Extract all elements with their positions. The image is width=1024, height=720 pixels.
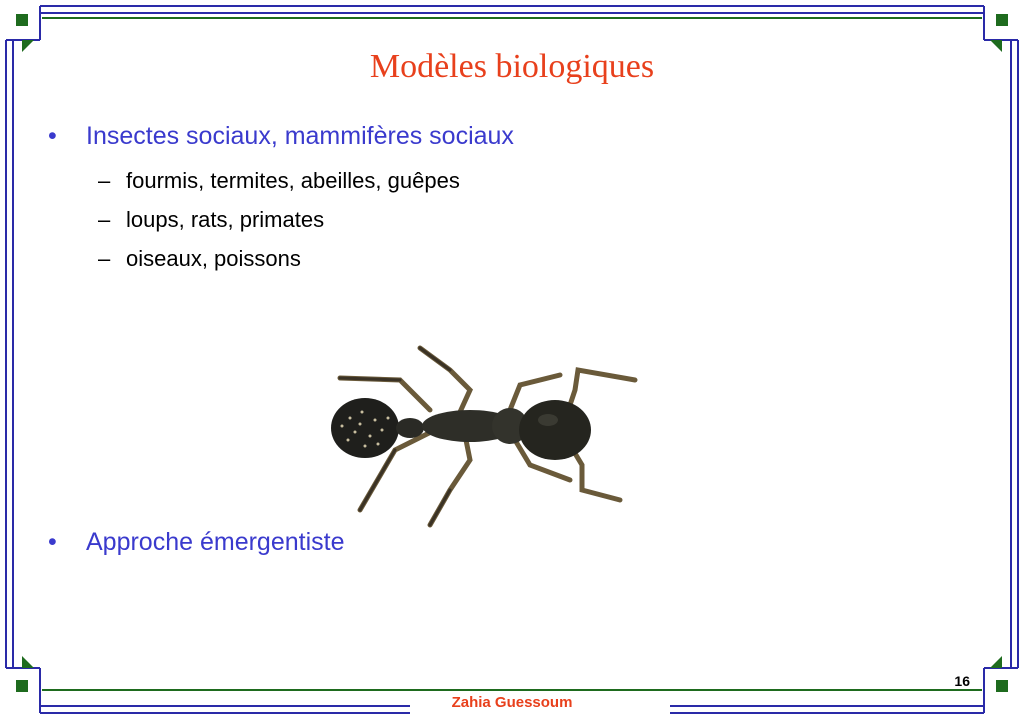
sub-bullet-text: loups, rats, primates bbox=[126, 207, 325, 232]
sub-bullet-marker: – bbox=[98, 207, 111, 232]
bullet-text: Insectes sociaux, mammifères sociaux bbox=[86, 122, 514, 150]
bullet-item bbox=[48, 528, 344, 557]
sub-bullet-item bbox=[98, 246, 301, 272]
sub-bullet-text: fourmis, termites, abeilles, guêpes bbox=[126, 168, 460, 193]
slide-title: Modèles biologiques bbox=[369, 48, 655, 85]
bullet-text: Approche émergentiste bbox=[86, 528, 345, 556]
bullet-item bbox=[48, 122, 514, 151]
sub-bullet-marker: – bbox=[98, 168, 111, 193]
ant-photo bbox=[320, 340, 650, 530]
bullet-marker: • bbox=[48, 122, 57, 150]
sub-bullet-item bbox=[98, 207, 324, 233]
footer-author: Zahia Guessoum bbox=[451, 694, 573, 711]
bullet-marker: • bbox=[48, 528, 57, 556]
page-number: 16 bbox=[954, 673, 970, 689]
sub-bullet-item bbox=[98, 168, 460, 194]
sub-bullet-marker: – bbox=[98, 246, 111, 271]
sub-bullet-text: oiseaux, poissons bbox=[126, 246, 301, 271]
